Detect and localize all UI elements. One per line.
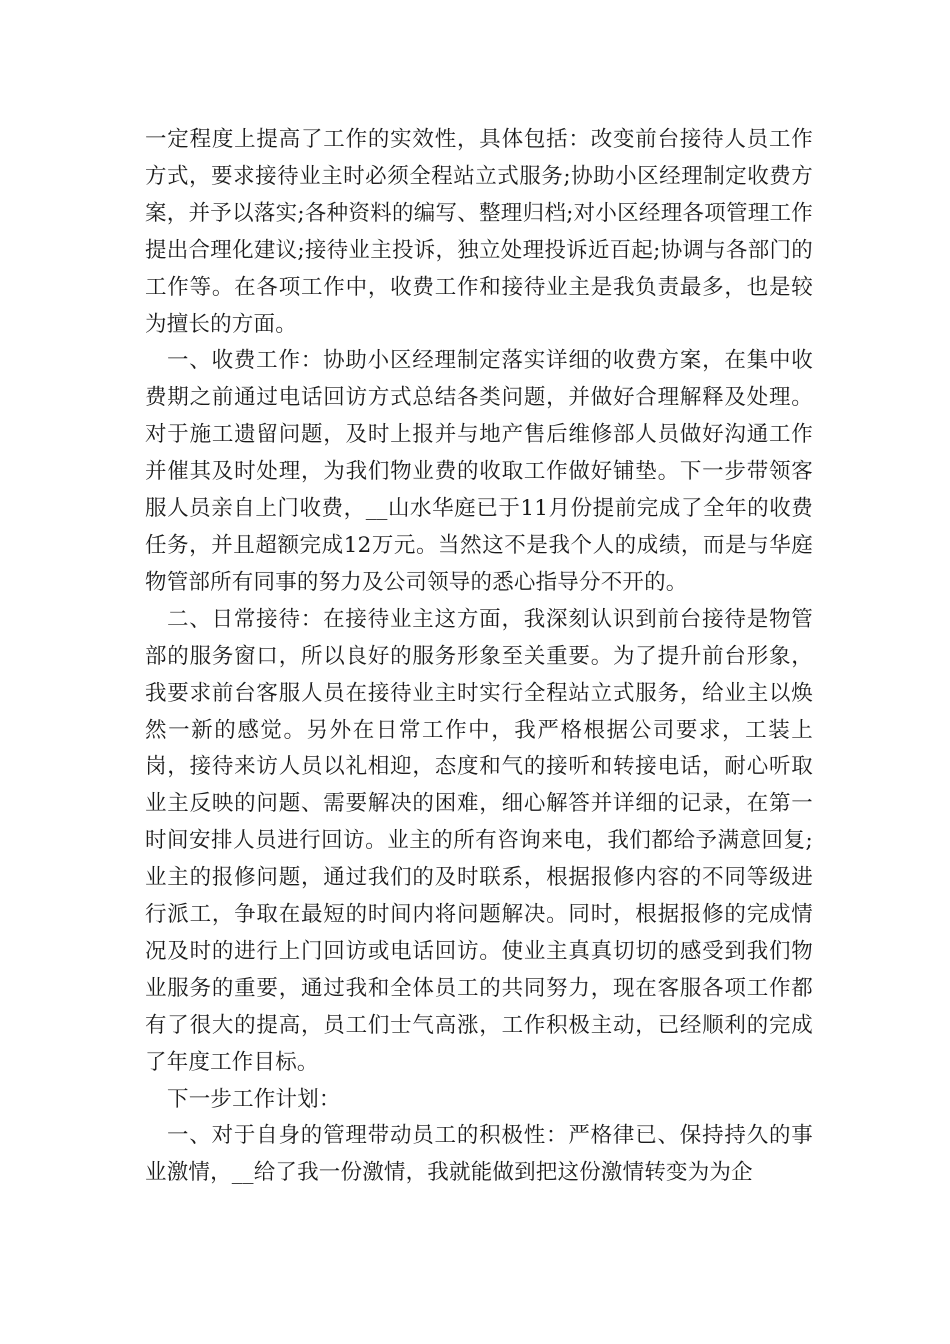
paragraph-fee-collection: 一、收费工作：协助小区经理制定落实详细的收费方案，在集中收费期之前通过电话回访方式总结各类问题，并做好合理解释及处理。对于施工遗留问题，及时上报并与地产售后维修部人员做好沟通工作并催其及时处理，为我们物业费的收取工作做好铺垫。下一步带领客服人员亲自上门收费，__山水华庭已于11月份提前完成了全年的收费任务，并且超额完成12万元。当然这不是我个人的成绩，而是与华庭物管部所有同事的努力及公司领导的悉心指导分不开的。 bbox=[145, 348, 813, 595]
heading-next-step-plan: 下一步工作计划： bbox=[167, 1086, 341, 1112]
paragraph-intro-continuation: 一定程度上提高了工作的实效性，具体包括：改变前台接待人员工作方式，要求接待业主时必须全程站立式服务;协助小区经理制定收费方案，并予以落实;各种资料的编写、整理归档;对小区经理各项管理工作提出合理化建议;接待业主投诉，独立处理投诉近百起;协调与各部门的工作等。在各项工作中，收费工作和接待业主是我负责最多，也是较为擅长的方面。 bbox=[145, 127, 813, 337]
paragraph-daily-reception: 二、日常接待：在接待业主这方面，我深刻认识到前台接待是物管部的服务窗口，所以良好的服务形象至关重要。为了提升前台形象，我要求前台客服人员在接待业主时实行全程站立式服务，给业主以焕然一新的感觉。另外在日常工作中，我严格根据公司要求，工装上岗，接待来访人员以礼相迎，态度和气的接听和转接电话，耐心听取业主反映的问题、需要解决的困难，细心解答并详细的记录，在第一时间安排人员进行回访。业主的所有咨询来电，我们都给予满意回复;业主的报修问题，通过我们的及时联系，根据报修内容的不同等级进行派工，争取在最短的时间内将问题解决。同时，根据报修的完成情况及时的进行上门回访或电话回访。使业主真真切切的感受到我们物业服务的重要，通过我和全体员工的共同努力，现在客服各项工作都有了很大的提高，员工们士气高涨，工作积极主动，已经顺利的完成了年度工作目标。 bbox=[145, 606, 813, 1075]
document-body bbox=[145, 122, 813, 1192]
paragraph-self-management: 一、对于自身的管理带动员工的积极性：严格律已、保持持久的事业激情，__给了我一份激情，我就能做到把这份激情转变为为企 bbox=[145, 1123, 813, 1186]
